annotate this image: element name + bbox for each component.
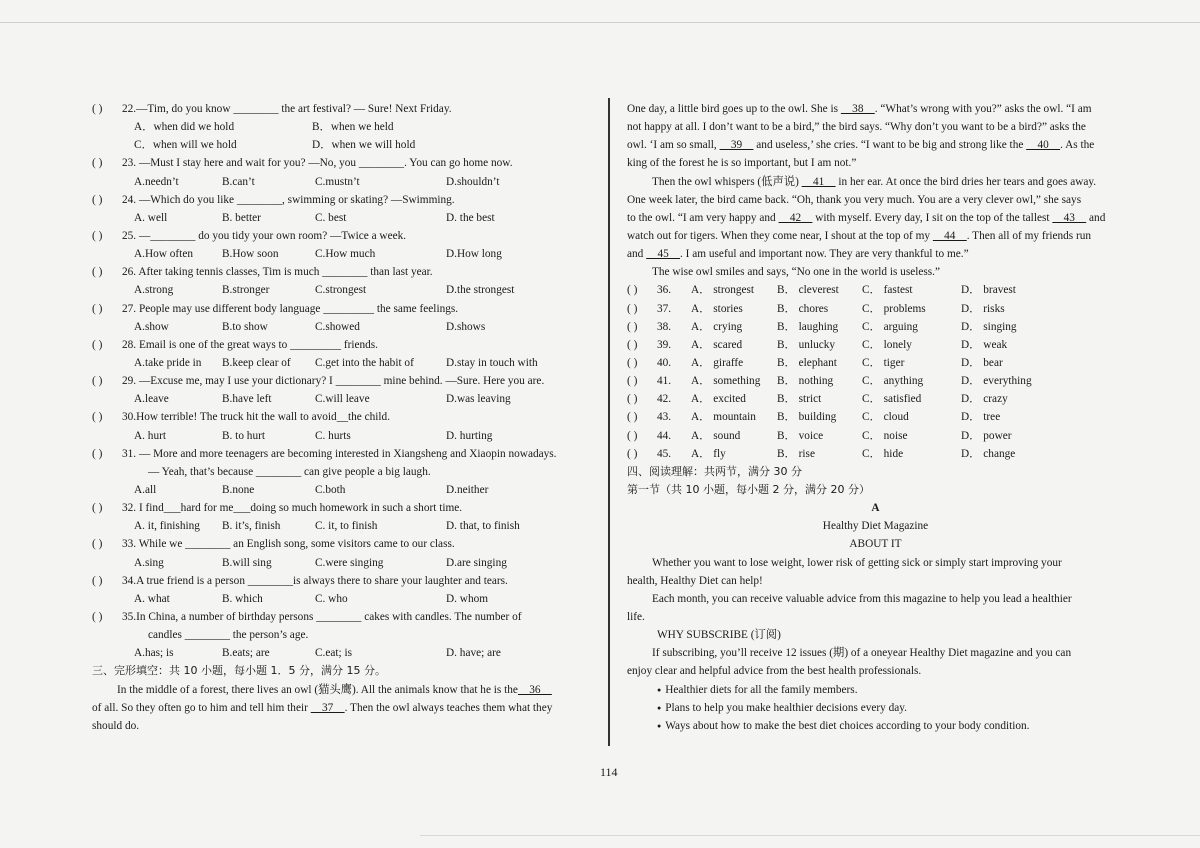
blank-40: 40 [1026,139,1061,152]
question-number: 39. [657,338,672,351]
section-4-heading: 四、阅读理解：共两节，满分 30 分 [627,464,802,478]
option-b: B. to hurt [222,429,265,442]
page-number: 114 [600,765,618,779]
option-b: B.How soon [222,248,279,261]
option-b: B． chores [777,302,829,315]
question-number: 41. [657,375,672,388]
option-d: D.stay in touch with [446,356,538,369]
question-32 [92,499,592,517]
why-line: enjoy clear and helpful advice from the best health professionals. [627,665,922,678]
option-a: A.take pride in [134,356,202,369]
cloze-question-39 [627,336,1124,354]
option-c: C． arguing [862,320,918,333]
blank-38: 38 [840,103,875,115]
option-a: A． scared [691,338,743,351]
option-c: C. it, to finish [315,520,378,533]
options-row [92,590,592,608]
question-text-continued: candles ________ the person’s age. [148,629,309,642]
passage-line [627,154,1124,172]
question-text: 22.—Tim, do you know ________ the art festival? — Sure! Next Friday. [122,103,452,115]
option-d: D． crazy [961,393,1008,406]
option-c: C.both [315,483,346,496]
option-d: D． singing [961,320,1017,333]
passage-line [627,227,1124,245]
question-text: 35.In China, a number of birthday persons ________ cakes with candles. The number of [122,610,522,623]
option-d: D.was leaving [446,393,511,406]
answer-bracket[interactable]: ( ) [627,302,638,315]
cloze-line: of all. So they often go to him and tell him their 37 . Then the owl always teaches them what they [92,701,553,714]
option-a: A． something [691,375,761,388]
option-d: D． power [961,429,1012,442]
blank-41: 41 [801,175,836,188]
option-a: A． strongest [691,284,755,297]
passage-text: . As the [1060,139,1095,152]
option-b: B.eats; are [222,647,270,660]
passage-line [627,209,1124,227]
option-a: A． mountain [691,411,756,424]
question-number: 38. [657,320,672,333]
why-line: If subscribing, you’ll receive 12 issues (期) of a oneyear Healthy Diet magazine and you can [652,647,1072,660]
answer-bracket[interactable]: ( ) [92,375,103,388]
bullet-item: ● Plans to help you make healthier decisions every day. [627,699,1124,717]
right-column [627,100,1124,735]
question-25 [92,227,592,245]
option-a: A． stories [691,302,743,315]
cloze-passage-continued [627,100,1124,281]
question-text: 24. —Which do you like ________, swimming or skating? —Swimming. [122,193,455,206]
passage-text: The wise owl smiles and says, “No one in the world is useless.” [652,266,941,279]
answer-bracket[interactable]: ( ) [627,320,638,333]
option-d: D.the strongest [446,284,515,297]
question-number: 40. [657,356,672,369]
answer-bracket[interactable]: ( ) [92,447,103,460]
passage-line [627,245,1124,263]
option-b: B.can’t [222,175,255,188]
blank-42: 42 [778,211,813,224]
option-c: C． satisfied [862,393,922,406]
section-3-heading: 三、完形填空：共 10 小题，每小题 1．5 分，满分 15 分。 [92,664,386,678]
cloze-passage-start [92,681,592,735]
question-text: 33. While we ________ an English song, some visitors came to our class. [122,538,455,551]
option-b: B. which [222,592,263,605]
cloze-question-44 [627,427,1124,445]
option-b: B． laughing [777,320,839,333]
question-23 [92,154,592,172]
option-b: B. it’s, finish [222,520,281,533]
option-c: C．when will we hold [134,139,237,152]
options-row [92,644,592,662]
options-row [92,281,592,299]
cloze-choices [627,281,1124,462]
answer-bracket[interactable]: ( ) [92,411,103,424]
options-row [92,354,592,372]
option-d: D． bravest [961,284,1016,297]
answer-bracket[interactable]: ( ) [627,338,638,351]
cloze-question-36 [627,281,1124,299]
option-b: B.stronger [222,284,270,297]
option-d: D．when we will hold [312,139,416,152]
option-c: C.showed [315,320,360,333]
question-28 [92,336,592,354]
passage-text: and [1086,211,1106,224]
question-text: 30.How terrible! The truck hit the wall to avoid__the child. [122,411,391,424]
passage-text: and [627,248,647,261]
multiple-choice-questions [92,100,592,662]
option-a: A. well [134,211,168,224]
answer-bracket[interactable]: ( ) [92,229,103,242]
answer-bracket[interactable]: ( ) [627,447,638,460]
option-d: D． bear [961,356,1003,369]
cloze-question-38 [627,318,1124,336]
about-line: health, Healthy Diet can help! [627,574,763,587]
options-row [92,245,592,263]
passage-text: owl. ‘I am so small, [627,139,720,152]
answer-bracket[interactable]: ( ) [627,411,638,424]
about-heading: ABOUT IT [849,538,902,551]
answer-bracket[interactable]: ( ) [627,393,638,406]
passage-line [627,118,1124,136]
question-26 [92,263,592,281]
column-divider [608,98,610,746]
question-text: 31. — More and more teenagers are becoming interested in Xiangsheng and Xiaopin nowadays. [122,447,557,460]
options-row [92,481,592,499]
option-b: B.keep clear of [222,356,291,369]
passage-text: . I am useful and important now. They are very thankful to me.” [680,248,969,261]
blank-45: 45 [646,248,681,261]
option-b: B.have left [222,393,272,406]
option-a: A.strong [134,284,174,297]
option-a: A． giraffe [691,356,744,369]
passage-letter: A [871,502,880,515]
option-d: D． everything [961,375,1032,388]
option-c: C.strongest [315,284,367,297]
options-row [92,173,592,191]
option-a: A. it, finishing [134,520,200,533]
option-b: B． elephant [777,356,837,369]
option-c: C.get into the habit of [315,356,414,369]
option-a: A.all [134,483,157,496]
question-30 [92,408,592,426]
option-c: C． problems [862,302,926,315]
answer-bracket[interactable]: ( ) [92,157,103,170]
blank-43: 43 [1052,211,1087,224]
options-row [92,318,592,336]
about-text [627,554,1124,627]
blank-44: 44 [932,229,967,242]
question-29 [92,372,592,390]
option-b: B.none [222,483,255,496]
passage-text: to the owl. “I am very happy and [627,211,779,224]
options-row [92,390,592,408]
passage-line [627,191,1124,209]
option-c: C． fastest [862,284,913,297]
option-d: D. hurting [446,429,493,442]
scan-edge-bottom [420,835,1200,836]
passage-text: One day, a little bird goes up to the owl. She is [627,103,841,115]
option-d: D． tree [961,411,1001,424]
blank-39: 39 [719,139,754,152]
option-c: C.were singing [315,556,384,569]
option-c: C． noise [862,429,908,442]
option-c: C.mustn’t [315,175,360,188]
passage-title: Healthy Diet Magazine [822,520,929,533]
option-c: C． hide [862,447,904,460]
cloze-question-41 [627,372,1124,390]
passage-text: One week later, the bird came back. “Oh, thank you very much. You are a very clever owl,” she says [627,193,1082,206]
options-row [92,118,592,136]
question-24 [92,191,592,209]
question-number: 43. [657,411,672,424]
left-column [92,100,592,735]
question-text: 27. People may use different body language _________ the same feelings. [122,302,459,315]
answer-bracket[interactable]: ( ) [92,502,103,515]
option-b: B． rise [777,447,815,460]
option-b: B． building [777,411,837,424]
option-a: A． fly [691,447,726,460]
passage-text: . Then all of my friends run [966,229,1092,242]
option-d: D.are singing [446,556,507,569]
answer-bracket[interactable]: ( ) [92,574,103,587]
passage-text: in her ear. At once the bird dries her tears and goes away. [835,175,1097,188]
option-a: A.needn’t [134,175,179,188]
option-c: C． anything [862,375,924,388]
option-d: D.shouldn’t [446,175,500,188]
option-c: C. hurts [315,429,351,442]
answer-bracket[interactable]: ( ) [627,356,638,369]
answer-bracket[interactable]: ( ) [627,375,638,388]
answer-bracket[interactable]: ( ) [92,538,103,551]
cloze-question-37 [627,300,1124,318]
question-33 [92,535,592,553]
question-number: 37. [657,302,672,315]
question-text: 32. I find___hard for me___doing so much homework in such a short time. [122,502,463,515]
option-b: B．when we held [312,121,394,134]
option-b: B.will sing [222,556,272,569]
question-27 [92,300,592,318]
options-row [92,554,592,572]
passage-text: with myself. Every day, I sit on the top of the tallest [812,211,1053,224]
options-row [92,427,592,445]
answer-bracket[interactable]: ( ) [92,610,103,623]
question-number: 45. [657,447,672,460]
option-a: A.How often [134,248,193,261]
blank-37: 37 [310,701,345,714]
bullet-item: ● Ways about how to make the best diet choices according to your body condition. [627,717,1124,735]
question-22 [92,100,592,118]
cloze-question-43 [627,408,1124,426]
option-d: D. have; are [446,647,501,660]
option-a: A． excited [691,393,746,406]
answer-bracket[interactable]: ( ) [92,302,103,315]
passage-text: not happy at all. I don’t want to be a bird,” the bird says. “Why don’t you want to be a bird?” asks the [627,121,1086,134]
cloze-line: In the middle of a forest, there lives an owl (猫头鹰). All the animals know that he is the 36 [117,683,552,696]
question-text: 26. After taking tennis classes, Tim is much ________ than last year. [122,266,433,279]
question-35 [92,608,592,626]
option-c: C． tiger [862,356,905,369]
option-a: A. hurt [134,429,167,442]
option-d: D. that, to finish [446,520,520,533]
bullet-item: ● Healthier diets for all the family members. [627,681,1124,699]
about-line: Each month, you can receive valuable advice from this magazine to help you lead a healthier [652,592,1072,605]
why-subscribe-heading: WHY SUBSCRIBE (订阅) [657,629,781,642]
option-a: A.has; is [134,647,174,660]
answer-bracket[interactable]: ( ) [92,193,103,206]
option-d: D. the best [446,211,495,224]
question-31 [92,445,592,463]
option-d: D． risks [961,302,1005,315]
cloze-question-45 [627,445,1124,463]
part-1-heading: 第一节（共 10 小题，每小题 2 分，满分 20 分） [627,482,870,496]
option-d: D． weak [961,338,1008,351]
option-a: A.leave [134,393,169,406]
question-number: 42. [657,393,672,406]
option-c: C.eat; is [315,647,353,660]
passage-text: Then the owl whispers (低声说) [652,175,802,188]
option-c: C． lonely [862,338,912,351]
option-d: D. whom [446,592,489,605]
scan-edge-top [0,22,1200,23]
passage-text: . “What’s wrong with you?” asks the owl. “I am [874,103,1092,115]
option-b: B． unlucky [777,338,836,351]
option-d: D.shows [446,320,486,333]
option-a: A. what [134,592,170,605]
passage-line [627,100,1124,118]
question-text: 28. Email is one of the great ways to _________ friends. [122,338,379,351]
option-c: C. best [315,211,347,224]
option-b: B． voice [777,429,824,442]
option-b: B． nothing [777,375,834,388]
answer-bracket[interactable]: ( ) [92,103,103,115]
option-d: D.neither [446,483,489,496]
option-c: C． cloud [862,411,909,424]
options-row [92,517,592,535]
option-a: A． crying [691,320,743,333]
question-text-continued: — Yeah, that’s because ________ can give people a big laugh. [148,465,431,478]
option-b: B． cleverest [777,284,839,297]
question-text: 29. —Excuse me, may I use your dictionary? I ________ mine behind. —Sure. Here you are. [122,375,545,388]
cloze-question-40 [627,354,1124,372]
blank-36: 36 [517,683,552,696]
passage-line [627,173,1124,191]
cloze-line: should do. [92,719,140,732]
passage-line [627,136,1124,154]
why-subscribe-text [627,644,1124,680]
option-a: A.show [134,320,169,333]
question-text: 34.A true friend is a person ________is always there to share your laughter and tears. [122,574,508,587]
question-number: 44. [657,429,672,442]
answer-bracket[interactable]: ( ) [627,429,638,442]
options-row [92,209,592,227]
option-b: B.to show [222,320,268,333]
answer-bracket[interactable]: ( ) [627,284,638,297]
passage-text: watch out for tigers. When they come near, I shout at the top of my [627,229,933,242]
about-line: life. [627,610,645,623]
option-d: D． change [961,447,1016,460]
option-c: C.will leave [315,393,370,406]
options-row [92,136,592,154]
option-b: B． strict [777,393,822,406]
about-line: Whether you want to lose weight, lower risk of getting sick or simply start improving your [652,556,1062,569]
passage-text: king of the forest he is so important, but I am not.” [627,157,857,170]
cloze-question-42 [627,390,1124,408]
option-c: C. who [315,592,348,605]
option-c: C.How much [315,248,376,261]
option-a: A． sound [691,429,741,442]
answer-bracket[interactable]: ( ) [92,266,103,279]
answer-bracket[interactable]: ( ) [92,338,103,351]
question-34 [92,572,592,590]
option-a: A．when did we hold [134,121,235,134]
option-b: B. better [222,211,261,224]
question-number: 36. [657,284,672,297]
question-text: 25. —________ do you tidy your own room? —Twice a week. [122,229,407,242]
passage-line [627,263,1124,281]
question-text: 23. —Must I stay here and wait for you? —No, you ________. You can go home now. [122,157,513,170]
option-d: D.How long [446,248,502,261]
option-a: A.sing [134,556,164,569]
passage-text: and useless,’ she cries. “I want to be big and strong like the [753,139,1027,152]
